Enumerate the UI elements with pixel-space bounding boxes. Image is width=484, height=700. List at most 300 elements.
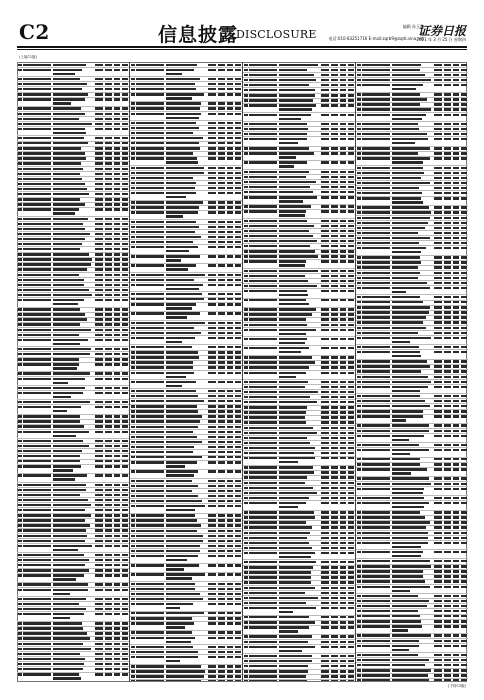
table-cell	[23, 78, 51, 80]
table-cell	[18, 627, 22, 629]
table-cell	[95, 643, 103, 645]
table-cell	[340, 670, 346, 672]
table-cell	[131, 113, 135, 115]
table-cell	[348, 447, 354, 449]
table-cell	[244, 313, 248, 315]
table-cell	[166, 651, 198, 653]
table-row	[356, 336, 468, 345]
table-cell	[392, 103, 420, 105]
table-cell	[166, 316, 187, 318]
table-cell	[235, 612, 241, 614]
table-cell	[453, 128, 459, 130]
table-cell	[23, 208, 51, 210]
table-cell	[136, 524, 164, 526]
table-cell	[122, 137, 128, 139]
table-cell	[95, 83, 103, 85]
table-cell	[53, 113, 85, 115]
table-cell	[331, 411, 338, 413]
table-cell	[249, 74, 277, 76]
table-cell	[244, 581, 248, 583]
table-cell	[434, 237, 442, 239]
table-cell	[249, 447, 277, 449]
table-cell	[461, 360, 467, 362]
table-cell	[362, 435, 390, 437]
table-cell	[340, 566, 346, 568]
table-cell	[244, 64, 248, 66]
table-cell	[279, 427, 313, 429]
table-cell	[348, 386, 354, 388]
table-cell	[131, 312, 135, 314]
table-cell	[136, 598, 164, 600]
table-cell	[105, 339, 112, 341]
table-cell	[23, 348, 51, 350]
table-cell	[218, 337, 225, 339]
table-cell	[218, 485, 225, 487]
table-cell	[166, 626, 185, 628]
table-cell	[392, 251, 421, 253]
table-row	[243, 260, 355, 269]
table-cell	[249, 356, 277, 358]
table-cell	[340, 235, 346, 237]
table-cell	[227, 550, 233, 552]
table-cell	[18, 583, 22, 585]
table-cell	[166, 161, 198, 163]
table-cell	[279, 421, 306, 423]
table-cell	[444, 311, 451, 313]
table-cell	[348, 171, 354, 173]
table-cell	[331, 220, 338, 222]
table-cell	[444, 625, 451, 627]
table-cell	[95, 589, 103, 591]
table-cell	[218, 545, 225, 547]
table-cell	[95, 499, 103, 501]
table-cell	[392, 537, 428, 539]
table-cell	[218, 327, 225, 329]
table-cell	[453, 332, 459, 334]
table-cell	[357, 211, 361, 213]
table-cell	[340, 552, 346, 554]
table-cell	[122, 545, 128, 547]
table-cell	[218, 470, 225, 472]
table-cell	[23, 263, 51, 265]
table-cell	[331, 338, 338, 340]
table-cell	[244, 114, 248, 116]
table-cell	[114, 401, 120, 403]
table-cell	[340, 561, 346, 563]
table-cell	[279, 118, 301, 120]
table-cell	[434, 605, 442, 607]
table-cell	[434, 108, 442, 110]
table-cell	[392, 261, 421, 263]
table-cell	[166, 426, 198, 428]
table-cell	[362, 483, 390, 485]
table-cell	[340, 196, 346, 198]
table-cell	[53, 83, 87, 85]
table-cell	[114, 183, 120, 185]
table-cell	[434, 242, 442, 244]
table-cell	[244, 492, 248, 494]
table-cell	[434, 182, 442, 184]
table-cell	[235, 446, 241, 448]
table-cell	[434, 266, 442, 268]
table-cell	[95, 198, 103, 200]
table-cell	[249, 442, 277, 444]
table-cell	[95, 535, 103, 537]
table-cell	[166, 441, 202, 443]
table-cell	[279, 581, 311, 583]
table-cell	[362, 261, 390, 263]
table-cell	[392, 321, 423, 323]
table-cell	[18, 450, 22, 452]
table-cell	[392, 575, 423, 577]
table-cell	[23, 415, 51, 417]
table-cell	[362, 575, 390, 577]
table-cell	[434, 64, 442, 66]
table-cell	[357, 497, 361, 499]
table-cell	[444, 551, 451, 553]
table-cell	[444, 424, 451, 426]
table-cell	[348, 547, 354, 549]
table-cell	[131, 147, 135, 149]
table-cell	[392, 247, 426, 249]
table-cell	[348, 338, 354, 340]
table-cell	[340, 432, 346, 434]
table-cell	[444, 542, 451, 544]
table-cell	[105, 113, 112, 115]
table-cell	[279, 592, 305, 594]
table-cell	[122, 425, 128, 427]
table-cell	[331, 521, 338, 523]
table-cell	[362, 376, 390, 378]
table-cell	[453, 321, 459, 323]
table-cell	[131, 573, 135, 575]
table-cell	[218, 441, 225, 443]
table-cell	[331, 104, 338, 106]
table-cell	[340, 255, 346, 257]
table-cell	[122, 589, 128, 591]
table-cell	[321, 487, 329, 489]
table-cell	[453, 659, 459, 661]
table-cell	[453, 316, 459, 318]
table-cell	[227, 226, 233, 228]
table-cell	[235, 279, 241, 281]
table-cell	[249, 391, 277, 393]
table-cell	[357, 351, 361, 353]
table-cell	[235, 187, 241, 189]
table-cell	[392, 177, 421, 179]
table-cell	[105, 243, 112, 245]
table-cell	[105, 460, 112, 462]
table-cell	[357, 659, 361, 661]
table-cell	[331, 571, 338, 573]
table-cell	[357, 311, 361, 313]
table-cell	[53, 128, 85, 130]
table-cell	[249, 361, 277, 363]
table-cell	[95, 455, 103, 457]
table-cell	[444, 217, 451, 219]
table-cell	[166, 152, 193, 154]
table-row	[17, 465, 129, 474]
table-cell	[453, 634, 459, 636]
table-cell	[348, 457, 354, 459]
table-cell	[95, 118, 103, 120]
table-cell	[166, 211, 198, 213]
table-cell	[348, 329, 354, 331]
table-cell	[53, 489, 86, 491]
table-cell	[235, 274, 241, 276]
table-cell	[227, 675, 233, 677]
table-cell	[136, 337, 164, 339]
table-cell	[434, 532, 442, 534]
table-cell	[340, 532, 346, 534]
table-cell	[348, 597, 354, 599]
table-cell	[131, 646, 135, 648]
table-row	[130, 255, 242, 264]
table-cell	[434, 449, 442, 451]
table-cell	[114, 613, 120, 615]
table-cell	[362, 625, 390, 627]
table-cell	[114, 323, 120, 325]
table-cell	[105, 440, 112, 442]
table-cell	[23, 173, 51, 175]
table-cell	[18, 107, 22, 109]
table-cell	[208, 241, 216, 243]
table-cell	[279, 452, 314, 454]
table-cell	[244, 616, 248, 618]
table-cell	[321, 225, 329, 227]
table-cell	[166, 665, 201, 667]
table-cell	[444, 206, 451, 208]
table-cell	[279, 566, 313, 568]
table-cell	[249, 680, 277, 681]
table-cell	[244, 161, 248, 163]
table-cell	[227, 346, 233, 348]
table-cell	[331, 79, 338, 81]
table-cell	[95, 243, 103, 245]
table-cell	[461, 595, 467, 597]
table-cell	[208, 461, 216, 463]
table-cell	[434, 497, 442, 499]
table-cell	[321, 482, 329, 484]
table-cell	[392, 390, 420, 392]
table-cell	[357, 182, 361, 184]
table-row	[17, 544, 129, 553]
table-cell	[348, 123, 354, 125]
table-cell	[357, 103, 361, 105]
table-cell	[105, 514, 112, 516]
table-cell	[357, 157, 361, 159]
table-cell	[331, 191, 338, 193]
table-cell	[122, 658, 128, 660]
table-cell	[218, 550, 225, 552]
table-cell	[218, 646, 225, 648]
table-cell	[131, 64, 135, 66]
table-cell	[357, 128, 361, 130]
table-cell	[244, 396, 248, 398]
table-cell	[348, 411, 354, 413]
table-cell	[362, 605, 390, 607]
table-cell	[105, 489, 112, 491]
table-cell	[166, 167, 204, 169]
table-cell	[166, 206, 199, 208]
table-cell	[392, 360, 427, 362]
table-cell	[166, 646, 193, 648]
table-cell	[340, 482, 346, 484]
table-cell	[340, 114, 346, 116]
table-cell	[53, 658, 85, 660]
table-row	[17, 474, 129, 483]
table-cell	[321, 275, 329, 277]
table-cell	[95, 253, 103, 255]
table-cell	[453, 610, 459, 612]
table-cell	[218, 612, 225, 614]
table-cell	[95, 263, 103, 265]
table-cell	[227, 127, 233, 129]
table-cell	[444, 669, 451, 671]
table-cell	[340, 547, 346, 549]
table-cell	[235, 545, 241, 547]
table-cell	[227, 470, 233, 472]
table-cell	[348, 361, 354, 363]
table-cell	[23, 162, 51, 164]
table-cell	[453, 365, 459, 367]
table-cell	[53, 367, 77, 369]
table-cell	[227, 246, 233, 248]
table-cell	[331, 318, 338, 320]
table-cell	[218, 346, 225, 348]
table-cell	[362, 679, 390, 681]
table-cell	[227, 405, 233, 407]
table-cell	[321, 255, 329, 257]
table-cell	[340, 401, 346, 403]
table-cell	[18, 113, 22, 115]
table-cell	[461, 400, 467, 402]
table-cell	[392, 560, 430, 562]
table-cell	[321, 401, 329, 403]
table-cell	[114, 208, 120, 210]
table-cell	[331, 89, 338, 91]
table-cell	[331, 492, 338, 494]
table-cell	[331, 152, 338, 154]
table-cell	[444, 114, 451, 116]
table-cell	[131, 93, 135, 95]
table-cell	[392, 187, 419, 189]
table-cell	[23, 440, 51, 442]
table-cell	[249, 482, 277, 484]
table-cell	[434, 332, 442, 334]
table-cell	[53, 137, 84, 139]
table-cell	[321, 299, 329, 301]
table-cell	[244, 128, 248, 130]
table-cell	[453, 93, 459, 95]
table-cell	[131, 284, 135, 286]
table-row	[356, 434, 468, 443]
table-cell	[166, 514, 195, 516]
table-cell	[122, 128, 128, 130]
table-cell	[95, 313, 103, 315]
table-cell	[392, 237, 430, 239]
table-cell	[461, 645, 467, 647]
table-cell	[392, 502, 429, 504]
table-cell	[166, 446, 194, 448]
table-cell	[348, 487, 354, 489]
table-cell	[166, 420, 200, 422]
issue-date: 2021 年 3 月 25 日 星期四	[416, 37, 466, 42]
table-cell	[362, 458, 390, 460]
table-cell	[321, 641, 329, 643]
table-cell	[53, 279, 84, 281]
table-cell	[235, 177, 241, 179]
table-cell	[136, 656, 164, 658]
table-cell	[321, 366, 329, 368]
table-cell	[348, 94, 354, 96]
table-cell	[249, 386, 277, 388]
continued-to-label: (下转C3版)	[448, 684, 466, 688]
table-cell	[105, 627, 112, 629]
table-cell	[279, 196, 317, 198]
table-cell	[122, 334, 128, 336]
table-cell	[131, 102, 135, 104]
table-cell	[23, 107, 51, 109]
table-cell	[114, 152, 120, 154]
table-cell	[244, 447, 248, 449]
table-cell	[340, 191, 346, 193]
table-cell	[461, 64, 467, 66]
table-cell	[392, 301, 423, 303]
table-cell	[95, 123, 103, 125]
table-cell	[23, 673, 51, 675]
table-cell	[53, 603, 79, 605]
table-cell	[392, 669, 431, 671]
table-cell	[331, 482, 338, 484]
table-cell	[453, 511, 459, 513]
table-cell	[362, 516, 390, 518]
table-cell	[357, 386, 361, 388]
table-row	[17, 68, 129, 77]
table-cell	[218, 192, 225, 194]
table-cell	[461, 370, 467, 372]
table-cell	[227, 182, 233, 184]
table-cell	[131, 470, 135, 472]
table-cell	[279, 516, 315, 518]
table-cell	[331, 171, 338, 173]
table-cell	[105, 323, 112, 325]
table-column-4	[356, 63, 468, 681]
table-cell	[227, 665, 233, 667]
table-cell	[218, 680, 225, 681]
table-cell	[218, 573, 225, 575]
table-cell	[136, 612, 164, 614]
table-cell	[166, 535, 203, 537]
table-cell	[208, 665, 216, 667]
table-cell	[23, 203, 51, 205]
table-cell	[53, 188, 87, 190]
table-cell	[114, 198, 120, 200]
table-cell	[95, 348, 103, 350]
table-cell	[434, 321, 442, 323]
table-row	[356, 246, 468, 255]
table-cell	[166, 385, 182, 387]
table-cell	[136, 637, 164, 639]
table-cell	[444, 222, 451, 224]
table-cell	[461, 147, 467, 149]
table-cell	[279, 616, 309, 618]
table-cell	[114, 524, 120, 526]
table-cell	[244, 626, 248, 628]
table-cell	[53, 212, 75, 214]
table-cell	[235, 93, 241, 95]
table-cell	[453, 79, 459, 81]
